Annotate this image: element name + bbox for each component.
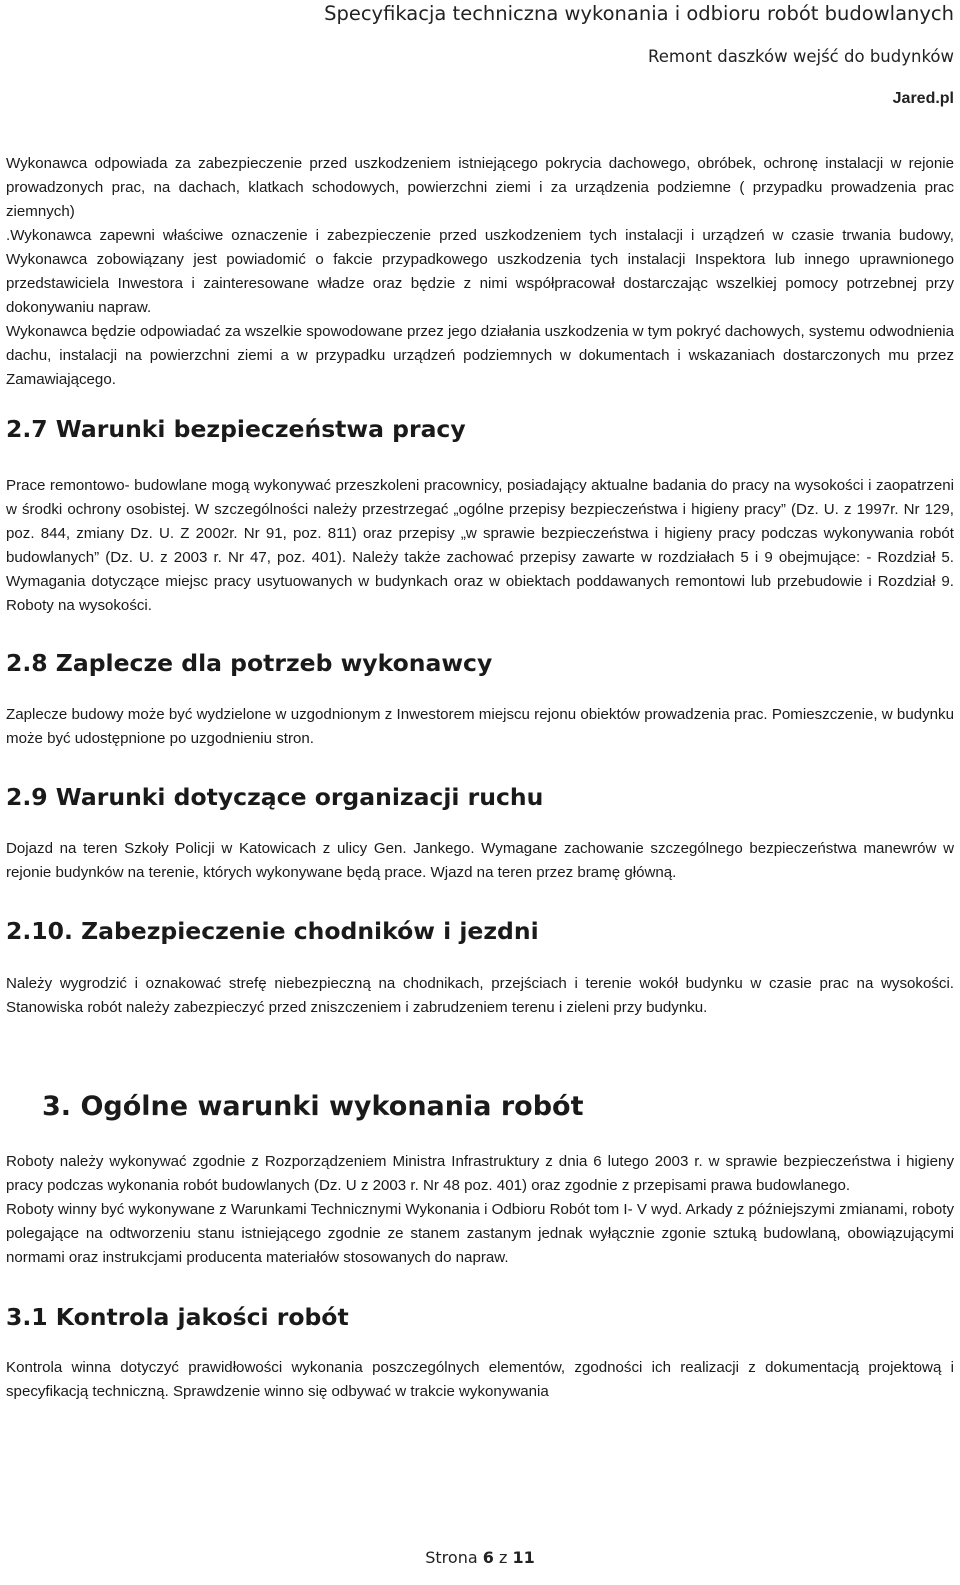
section-2-10-text: Należy wygrodzić i oznakować strefę niebezpieczną na chodnikach, przejściach i terenie wokół budynku w czasie prac na wysokości. Stanowiska robót należy zabezpieczyć przed zniszczeniem i zabrudzeniem terenu i zieleni przy budynku.	[6, 975, 954, 1016]
total-pages: 11	[512, 1548, 535, 1567]
section-3-1-text: Kontrola winna dotyczyć prawidłowości wykonania poszczególnych elementów, zgodności ich realizacji z dokumentacją projektową i specyfikacją techniczną. Sprawdzenie winno się odbywać w trakcie wykonywania	[6, 1359, 954, 1400]
intro-paragraph-3: Wykonawca będzie odpowiadać za wszelkie spowodowane przez jego działania uszkodzenia w tym pokryć dachowych, systemu odwodnienia dachu, instalacji na powierzchni ziemi a w przypadku urządzeń podziemnych w dokumentach i wskazaniach dostarczonych mu przez Zamawiającego.	[6, 323, 954, 388]
intro-paragraph-2: .Wykonawca zapewni właściwe oznaczenie i zabezpieczenie przed uszkodzeniem tych instalacji i urządzeń w czasie trwania budowy, Wykonawca zobowiązany jest powiadomić o fakcie przypadkowego uszkodzenia tych instalacji Inspektora lub innego uprawnionego przedstawiciela Inwestora i zainteresowane władze oraz będzie z nimi współpracował dostarczając wszelkiej pomocy potrzebnej przy dokonywaniu napraw.	[6, 227, 954, 316]
section-2-10-heading: 2.10. Zabezpieczenie chodników i jezdni	[6, 917, 539, 945]
page-of: z	[498, 1548, 508, 1567]
section-2-9-heading: 2.9 Warunki dotyczące organizacji ruchu	[6, 783, 544, 811]
section-2-8-heading: 2.8 Zaplecze dla potrzeb wykonawcy	[6, 649, 493, 677]
section-2-7-text: Prace remontowo- budowlane mogą wykonywać przeszkoleni pracownicy, posiadający aktualne badania do pracy na wysokości i zaopatrzeni w środki ochrony osobistej. W szczególności należy przestrzegać „ogólne przepisy bezpieczeństwa i higieny pracy” (Dz. U. z 1997r. Nr 129, poz. 844, zmiany Dz. U. Z 2002r. Nr 91, poz. 811) oraz przepisy „w sprawie bezpieczeństwa i higieny pracy podczas wykonywania robót budowlanych” (Dz. U. z 2003 r. Nr 47, poz. 401). Należy także zachować przepisy zawarte w rozdziałach 5 i 9 obejmujące: - Rozdział 5. Wymagania dotyczące miejsc pracy usytuowanych w budynkach oraz w obiektach poddawanych remontowi lub przebudowie i Rozdział 9. Roboty na wysokości.	[6, 477, 954, 614]
section-2-8-text: Zaplecze budowy może być wydzielone w uzgodnionym z Inwestorem miejscu rejonu obiektów prowadzenia prac. Pomieszczenie, w budynku może być udostępnione po uzgodnieniu stron.	[6, 706, 954, 747]
section-3-paragraph-2: Roboty winny być wykonywane z Warunkami Technicznymi Wykonania i Odbioru Robót tom I- V wyd. Arkady z późniejszymi zmianami, roboty polegające na odtworzeniu stanu istniejącego zgodnie ze stanem zastanym jednak wyłącznie zgonie sztuką budowlaną, obowiązującymi normami oraz instrukcjami producenta materiałów stosowanych do napraw.	[6, 1201, 954, 1266]
section-3-1-heading: 3.1 Kontrola jakości robót	[6, 1303, 349, 1331]
document-title: Specyfikacja techniczna wykonania i odbioru robót budowlanych	[324, 2, 954, 25]
current-page: 6	[482, 1548, 494, 1567]
section-2-9-text: Dojazd na teren Szkoły Policji w Katowicach z ulicy Gen. Jankego. Wymagane zachowanie szczególnego bezpieczeństwa manewrów w rejonie budynków na terenie, których wykonywane będą prace. Wjazd na teren przez bramę główną.	[6, 840, 954, 881]
page-number	[0, 1548, 960, 1567]
section-2-7-heading: 2.7 Warunki bezpieczeństwa pracy	[6, 415, 466, 443]
section-3-paragraph-1: Roboty należy wykonywać zgodnie z Rozporządzeniem Ministra Infrastruktury z dnia 6 lutego 2003 r. w sprawie bezpieczeństwa i higieny pracy podczas wykonania robót budowlanych (Dz. U z 2003 r. Nr 48 poz. 401) oraz zgodnie z przepisami prawa budowlanego.	[6, 1153, 954, 1194]
page-label: Strona	[425, 1548, 478, 1567]
document-subtitle: Remont daszków wejść do budynków	[648, 47, 954, 66]
document-author: Jared.pl	[892, 90, 954, 107]
intro-paragraph-1: Wykonawca odpowiada za zabezpieczenie przed uszkodzeniem istniejącego pokrycia dachowego, obróbek, ochronę instalacji w rejonie prowadzonych prac, na dachach, klatkach schodowych, powierzchni ziemi i za urządzenia podziemne ( przypadku prowadzenia prac ziemnych)	[6, 155, 954, 220]
page-content	[6, 152, 954, 1404]
section-3-heading: 3. Ogólne warunki wykonania robót	[42, 1091, 584, 1122]
